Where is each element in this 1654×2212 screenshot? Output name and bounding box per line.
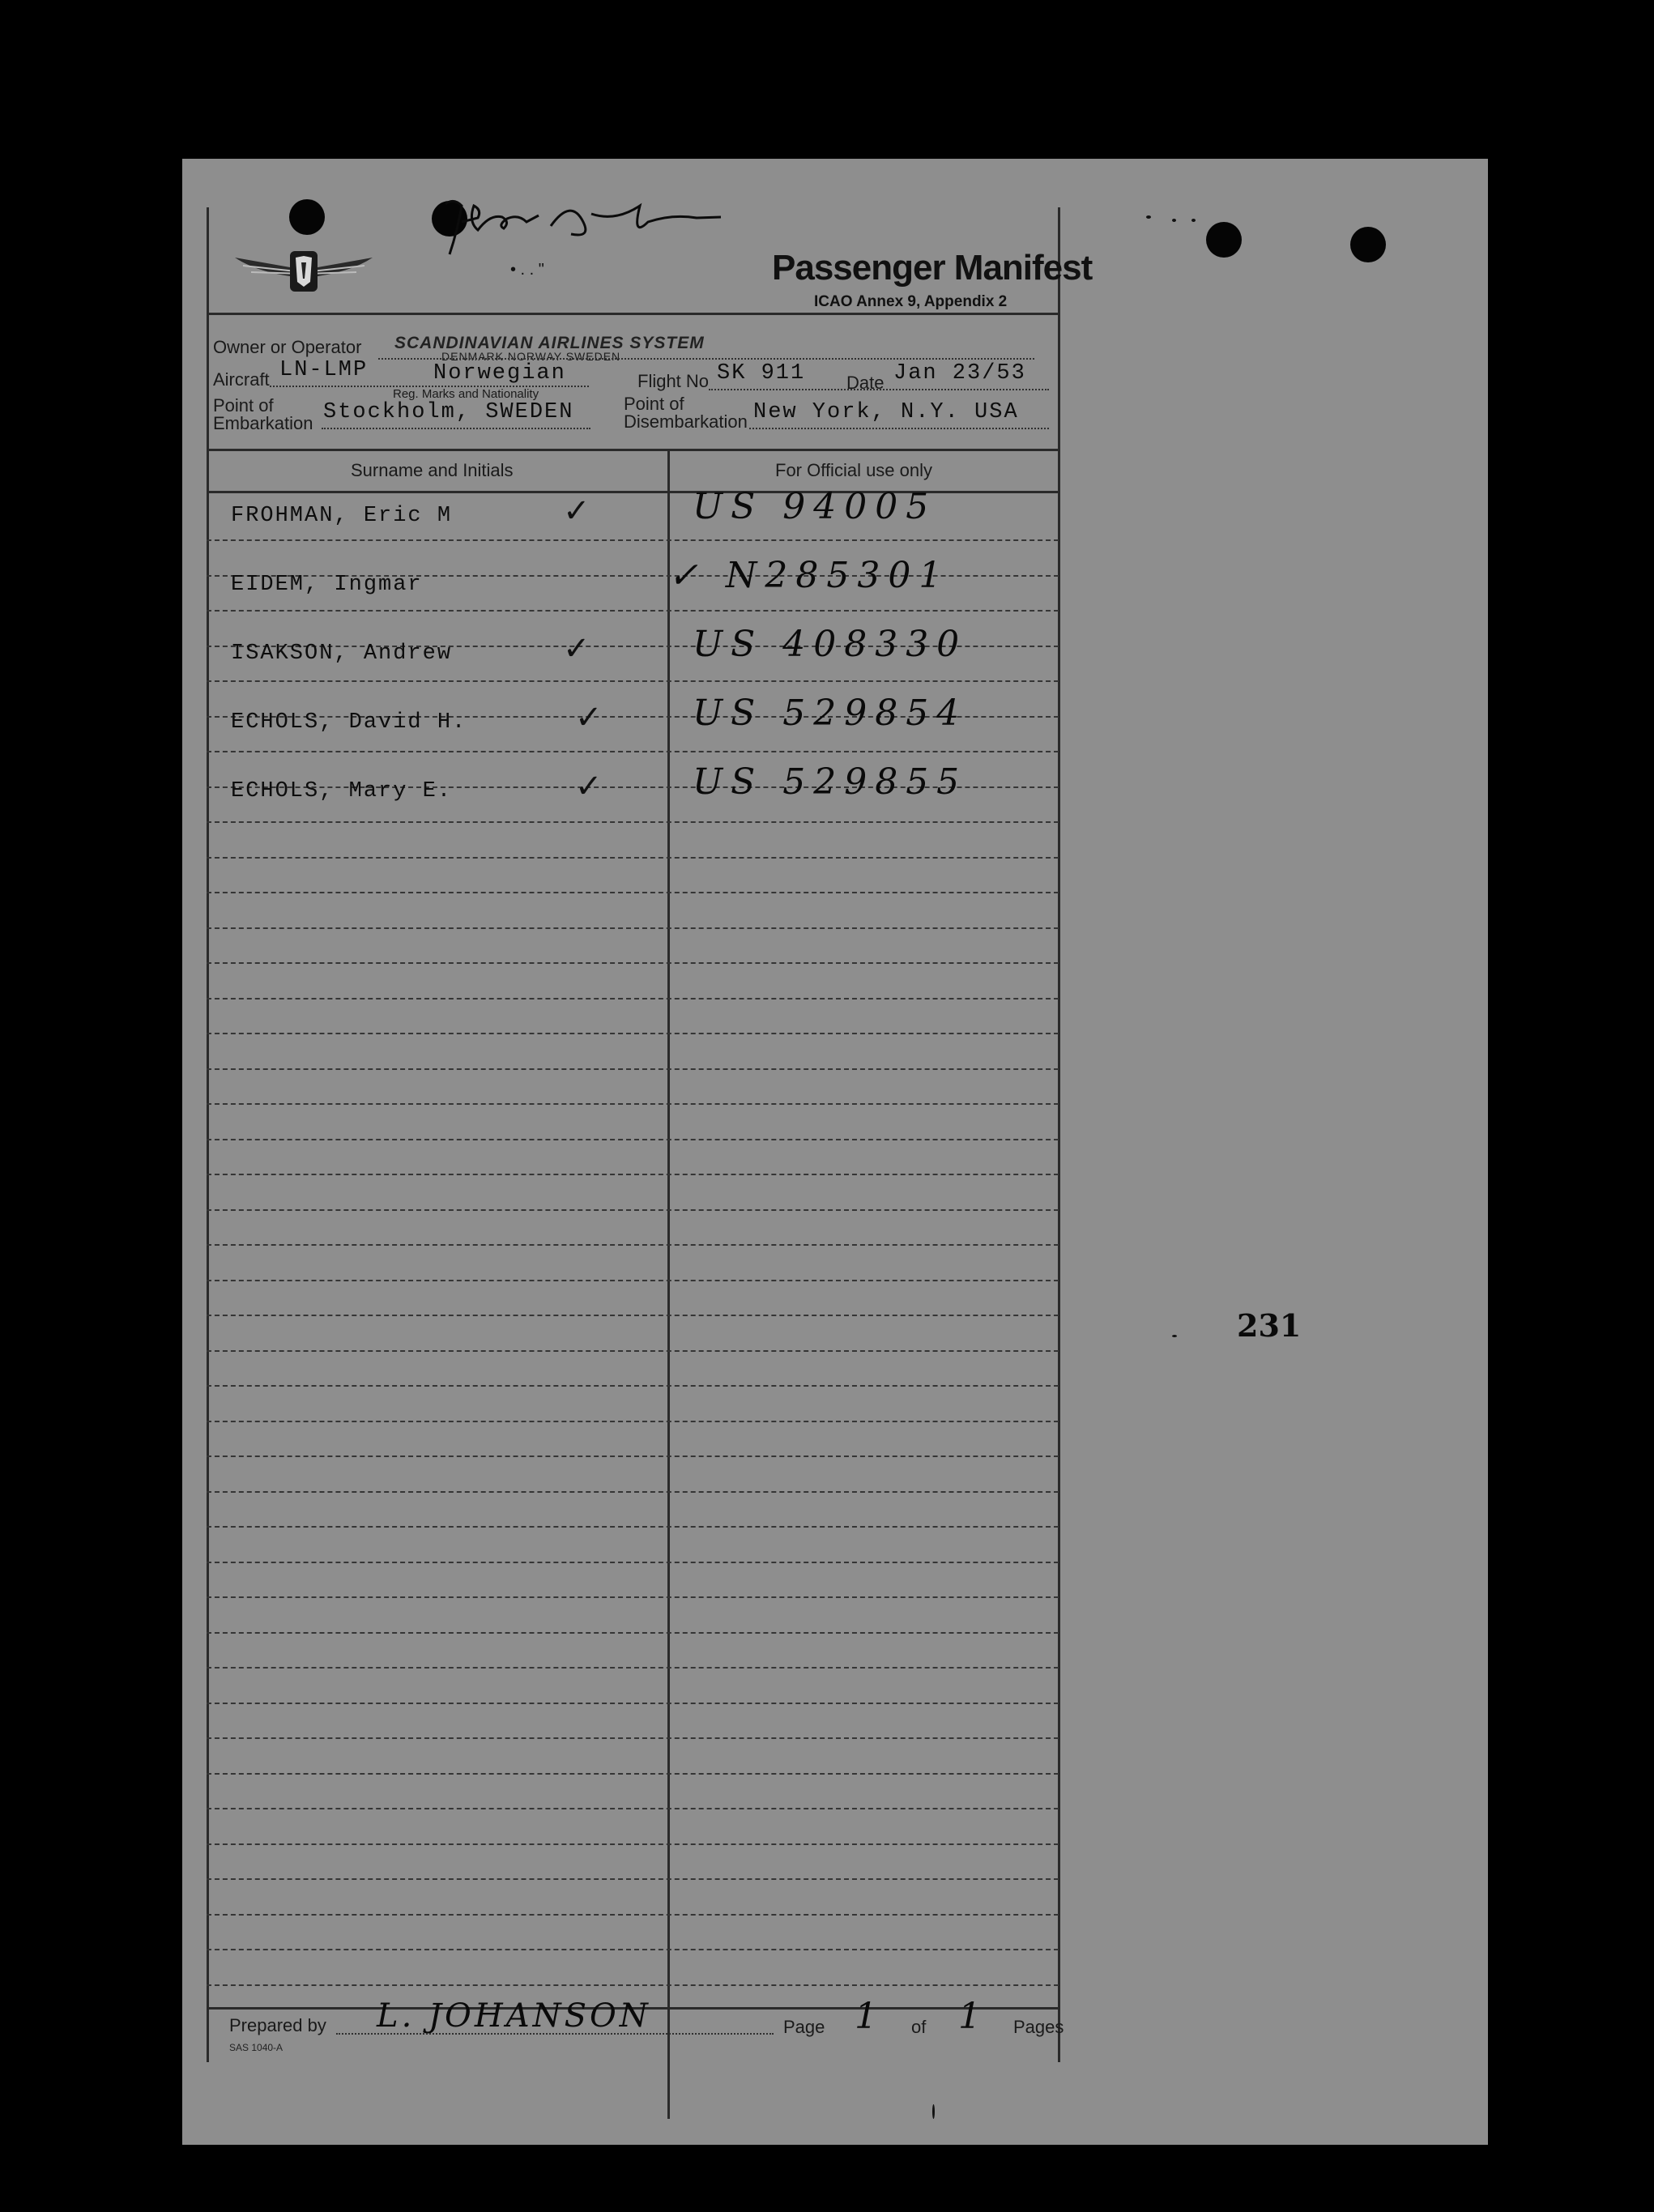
disembark-value: New York, N.Y. USA (753, 400, 1019, 424)
prepared-by-label: Prepared by (229, 2015, 326, 2035)
speck (1191, 219, 1196, 222)
speck (1146, 215, 1151, 219)
passenger-name: ECHOLS, David H. (231, 710, 467, 735)
page-label: Page (783, 2017, 825, 2037)
pages-label: Pages (1013, 2017, 1064, 2037)
flight-date-dotline (709, 389, 1049, 390)
table-row-line (207, 1280, 1059, 1281)
table-row-line (207, 1033, 1059, 1034)
prepared-by-signature: L. JOHANSON (377, 1997, 651, 2035)
page-number: 1 (855, 1996, 877, 2037)
embark-value: Stockholm, SWEDEN (323, 400, 574, 424)
owner-label: Owner or Operator (213, 337, 362, 357)
table-row-line (207, 1667, 1059, 1669)
owner-value: SCANDINAVIAN AIRLINES SYSTEM (394, 334, 705, 352)
of-label: of (911, 2017, 927, 2037)
table-row-line (207, 1315, 1059, 1316)
table-row-line (207, 821, 1059, 823)
aircraft-dotline (270, 386, 589, 387)
table-row-line (207, 1984, 1059, 1986)
table-row-line (207, 1174, 1059, 1175)
table-row-line (207, 1385, 1059, 1387)
header-rule (207, 313, 1059, 315)
table-row-line (207, 962, 1059, 964)
aircraft-label: Aircraft (213, 369, 270, 390)
disembark-label-1: Point of (624, 394, 684, 414)
punch-hole-right-1 (1206, 222, 1242, 258)
col-official-header: For Official use only (775, 460, 933, 480)
table-row-line (207, 1350, 1059, 1352)
col-surname-header: Surname and Initials (351, 460, 514, 480)
table-row-line (207, 1632, 1059, 1634)
aircraft-value: LN-LMP (279, 358, 369, 382)
table-row-line (207, 998, 1059, 999)
passenger-checkmark: ✓ (563, 631, 590, 667)
embark-label-1: Point of (213, 395, 274, 416)
table-top-rule (207, 449, 1059, 451)
passenger-official-number: US 529854 (693, 693, 968, 734)
table-row-line (207, 1209, 1059, 1211)
table-row-line (207, 680, 1059, 682)
table-row-line (207, 1526, 1059, 1528)
table-row-line (207, 1139, 1059, 1140)
date-label: Date (846, 373, 885, 393)
speck (932, 2104, 935, 2119)
passenger-checkmark: ✓ (575, 769, 603, 804)
table-row-line (207, 1596, 1059, 1598)
passenger-official-number: US 94005 (693, 486, 937, 527)
table-row-line (207, 1455, 1059, 1457)
passenger-official-number: US 408330 (693, 624, 968, 665)
table-row-line (207, 1878, 1059, 1880)
table-row-line (207, 539, 1059, 541)
table-row-line (207, 1703, 1059, 1704)
signature-mark (429, 190, 769, 279)
table-row-line (207, 1914, 1059, 1916)
table-row-line (207, 1949, 1059, 1950)
prepared-dotline (336, 2033, 774, 2035)
form-subtitle: ICAO Annex 9, Appendix 2 (814, 293, 1008, 310)
table-row-line (207, 1843, 1059, 1845)
table-row-line (207, 1562, 1059, 1563)
table-row-line (207, 857, 1059, 859)
table-row-line (207, 892, 1059, 893)
table-row-line (207, 1421, 1059, 1422)
passenger-official-number: US 529855 (693, 761, 968, 803)
svg-text:• . . ": • . . " (510, 261, 544, 279)
manifest-sheet (182, 159, 1488, 2145)
form-title: Passenger Manifest (772, 248, 1093, 288)
page-total: 1 (958, 1996, 981, 2037)
table-row-line (207, 1103, 1059, 1105)
punch-hole-right-2 (1350, 227, 1386, 262)
owner-countries: DENMARK NORWAY SWEDEN (441, 350, 621, 363)
nationality-value: Norwegian (433, 361, 566, 386)
table-row-line (207, 1068, 1059, 1070)
flight-label: Flight No (637, 371, 710, 391)
table-row-line (207, 1244, 1059, 1246)
speck (1172, 219, 1176, 222)
form-number: SAS 1040-A (229, 2042, 283, 2053)
date-value: Jan 23/53 (893, 361, 1026, 386)
speck (1172, 1335, 1177, 1337)
disembark-label-2: Disembarkation (624, 411, 748, 432)
embark-dotline (322, 428, 590, 429)
table-column-divider (667, 449, 670, 2119)
table-row-line (207, 1737, 1059, 1739)
passenger-name: EIDEM, Ingmar (231, 573, 423, 597)
table-row-line (207, 1808, 1059, 1809)
passenger-name: FROHMAN, Eric M (231, 504, 453, 528)
table-row-line (207, 751, 1059, 752)
stamped-page-number: 231 (1237, 1307, 1302, 1344)
table-row-line (207, 927, 1059, 929)
disembark-dotline (749, 428, 1049, 429)
table-row-line (207, 1491, 1059, 1493)
flight-value: SK 911 (717, 361, 806, 386)
passenger-name: ISAKSON, Andrew (231, 641, 453, 666)
reg-marks-label: Reg. Marks and Nationality (393, 387, 539, 401)
table-row-line (207, 1773, 1059, 1775)
table-row-line (207, 610, 1059, 612)
airline-wings-logo-icon (227, 233, 381, 306)
passenger-official-number: ✓ N285301 (668, 555, 950, 596)
passenger-checkmark: ✓ (563, 493, 590, 529)
passenger-checkmark: ✓ (575, 700, 603, 735)
embark-label-2: Embarkation (213, 413, 313, 433)
passenger-name: ECHOLS, Mary E. (231, 779, 453, 803)
owner-dotline (378, 358, 1034, 360)
